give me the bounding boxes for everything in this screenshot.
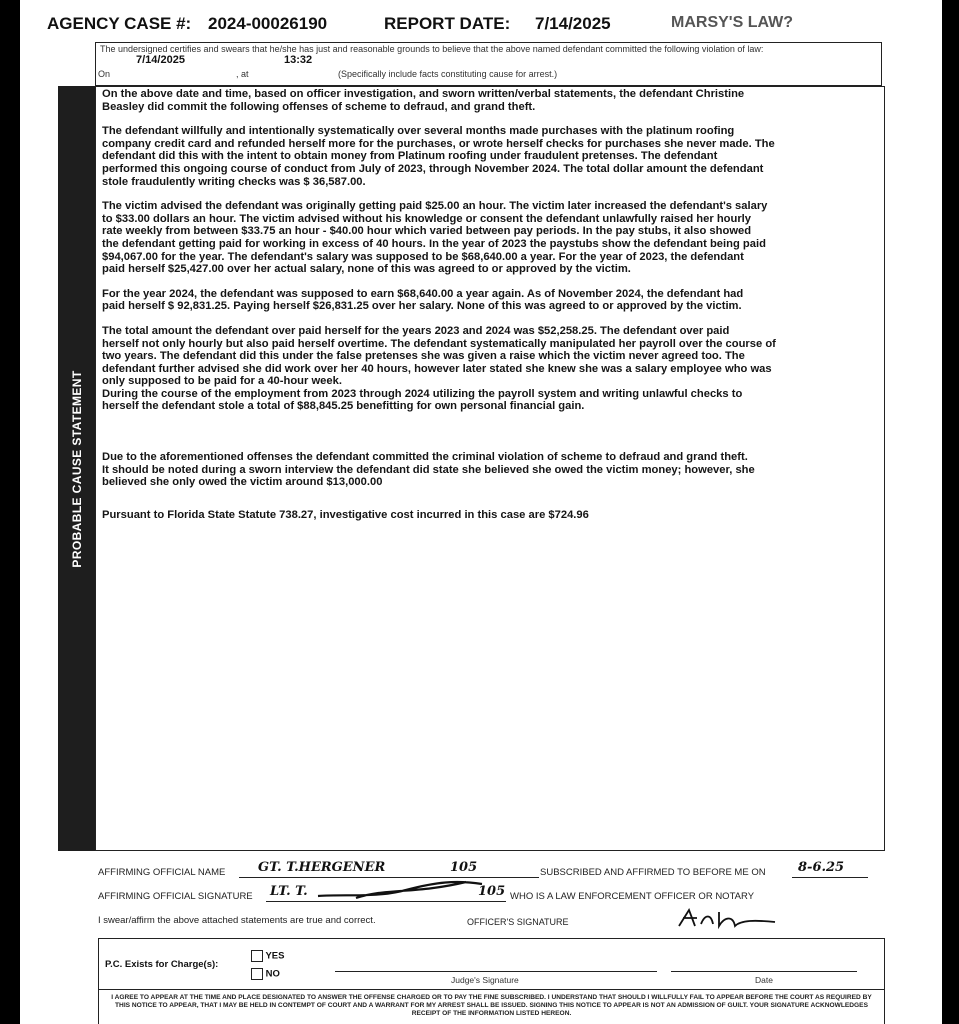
statement-paragraph: The victim advised the defendant was originally getting paid $25.00 an hour. The victim later increased the defendant's salary to $33.00 dollars an hour. The victim advised without his knowledge or consent the defendant unlawfully raised her hourly rate weekly from between $33.75 an hour - $40.00 hour which varied between pay periods. In the pay stubs, it also showed the defendant getting paid for working in excess of 40 hours. In the year of 2023 the paystubs show the defendant being paid $94,067.00 for the year. The defendant's salary was supposed to be $68,640.00 a year. For the year of 2023, the defendant paid herself $25,427.00 over her actual salary, none of this was agreed to or approved by the victim. (102, 200, 768, 276)
judge-signature-line[interactable] (335, 971, 657, 972)
at-label: , at (236, 69, 249, 79)
pc-box (98, 938, 885, 1024)
fine-print-notice: I AGREE TO APPEAR AT THE TIME AND PLACE DESIGNATED TO ANSWER THE OFFENSE CHARGED OR TO PAY THE FINE SUBSCRIBED. I UNDERSTAND THAT SHOULD I WILLFULLY FAIL TO APPEAR BEFORE THE COURT AS REQUIRED BY THIS NOTICE TO APPEAR, THAT I MAY BE HELD IN CONTEMPT OF COURT AND A WARRANT FOR MY ARREST SHALL BE ISSUED. SIGNING THIS NOTICE TO APPEAR IS NOT AN ADMISSION OF GUILT. YOUR SIGNATURE ACKNOWLEDGES RECEIPT OF THE INFORMATION LISTED HEREON. (111, 994, 872, 1017)
marsys-law-label: MARSY'S LAW? (671, 14, 794, 31)
affirming-name-number: 105 (450, 860, 478, 875)
subscribed-date: 8-6.25 (798, 860, 845, 875)
affirming-name-handwritten: GT. T.HERGENER (258, 860, 386, 875)
sidebar-label: PROBABLE CAUSE STATEMENT (69, 369, 84, 568)
statement-paragraph: The total amount the defendant over paid herself for the years 2023 and 2024 was $52,258.25. The defendant over paid herself not only hourly but also paid herself overtime. The defendant systematically manipulated her payroll over the course of two years. The defendant did this under the false pretenses she was given a raise which the victim never agreed too. The defendant further advised she did work over her 40 hours, however later stated she knew she was a salary employee who was only supposed to be paid for a 40-hour week. During the course of the employment from 2023 through 2024 utilizing the payroll system and writing unlawful checks to herself the defendant stole a total of $88,845.25 benefitting for own personal financial gain. (102, 324, 776, 413)
subscribed-label: SUBSCRIBED AND AFFIRMED TO BEFORE ME ON (540, 867, 766, 878)
statement-paragraph: For the year 2024, the defendant was supposed to earn $68,640.00 a year again. As of November 2024, the defendant had paid herself $ 92,831.25. Paying herself $26,831.25 over her salary. None of this was agreed to or approved by the victim. (102, 287, 744, 313)
certification-text: The undersigned certifies and swears that he/she has just and reasonable grounds to believe that the above named defendant committed the following violation of law: (100, 44, 764, 54)
who-is-officer-label: WHO IS A LAW ENFORCEMENT OFFICER OR NOTARY (510, 891, 755, 902)
specifically-note: (Specifically include facts constituting cause for arrest.) (338, 69, 558, 79)
affirming-signature-handwritten: LT. T. (270, 884, 308, 899)
certification-date: 7/14/2025 (136, 54, 185, 66)
judge-signature-label: Judge's Signature (451, 975, 519, 985)
pc-exists-label: P.C. Exists for Charge(s): (105, 959, 219, 970)
officer-signature-scribble (675, 906, 785, 932)
affirming-name-label: AFFIRMING OFFICIAL NAME (98, 867, 226, 878)
pc-no-checkbox[interactable] (251, 968, 263, 980)
pc-no-label: NO (265, 968, 280, 980)
affirming-signature-label: AFFIRMING OFFICIAL SIGNATURE (98, 891, 253, 902)
document-page (20, 0, 942, 1024)
probable-cause-statement (102, 88, 880, 533)
agency-case-label: AGENCY CASE #: (47, 14, 192, 33)
report-date-value: 7/14/2025 (535, 14, 611, 33)
date-line[interactable] (671, 971, 857, 972)
statement-paragraph: Due to the aforementioned offenses the defendant committed the criminal violation of scheme to defraud and grand theft. It should be noted during a sworn interview the defendant did state she believed she owed the victim money; however, she believed she only owed the victim around $13,000.00 (102, 451, 755, 489)
divider (99, 989, 884, 990)
report-date-label: REPORT DATE: (384, 14, 511, 33)
swear-statement: I swear/affirm the above attached statements are true and correct. (98, 915, 376, 926)
statement-paragraph: On the above date and time, based on officer investigation, and sworn written/verbal statements, the defendant Christine Beasley did commit the following offenses of scheme to defraud, and grand theft. (102, 88, 745, 113)
pc-yes-label: YES (265, 950, 285, 962)
statement-paragraph: The defendant willfully and intentionally systematically over several months made purchases with the platinum roofing company credit card and refunded herself more for the purchases, or wrote herself checks for purchases she never made. The defendant did this with the intent to obtain money from Platinum roofing under fraudulent pretenses. The defendant performed this ongoing course of conduct from July of 2023, through November 2024. The total dollar amount the defendant stole fraudulently writing checks was $ 36,587.00. (102, 125, 775, 188)
on-label: On (98, 69, 111, 79)
signature-scribble (316, 876, 486, 902)
probable-cause-sidebar (58, 86, 95, 851)
agency-case-number: 2024-00026190 (208, 14, 328, 33)
pc-yes-checkbox[interactable] (251, 950, 263, 962)
affirming-signature-number: 105 (478, 884, 506, 899)
statement-paragraph: Pursuant to Florida State Statute 738.27, investigative cost incurred in this case are $724.96 (102, 508, 589, 521)
subscribed-date-line (792, 877, 868, 878)
certification-time: 13:32 (284, 54, 313, 66)
date-label: Date (755, 975, 773, 985)
officer-signature-label: OFFICER'S SIGNATURE (467, 917, 569, 927)
certification-box (95, 42, 882, 86)
